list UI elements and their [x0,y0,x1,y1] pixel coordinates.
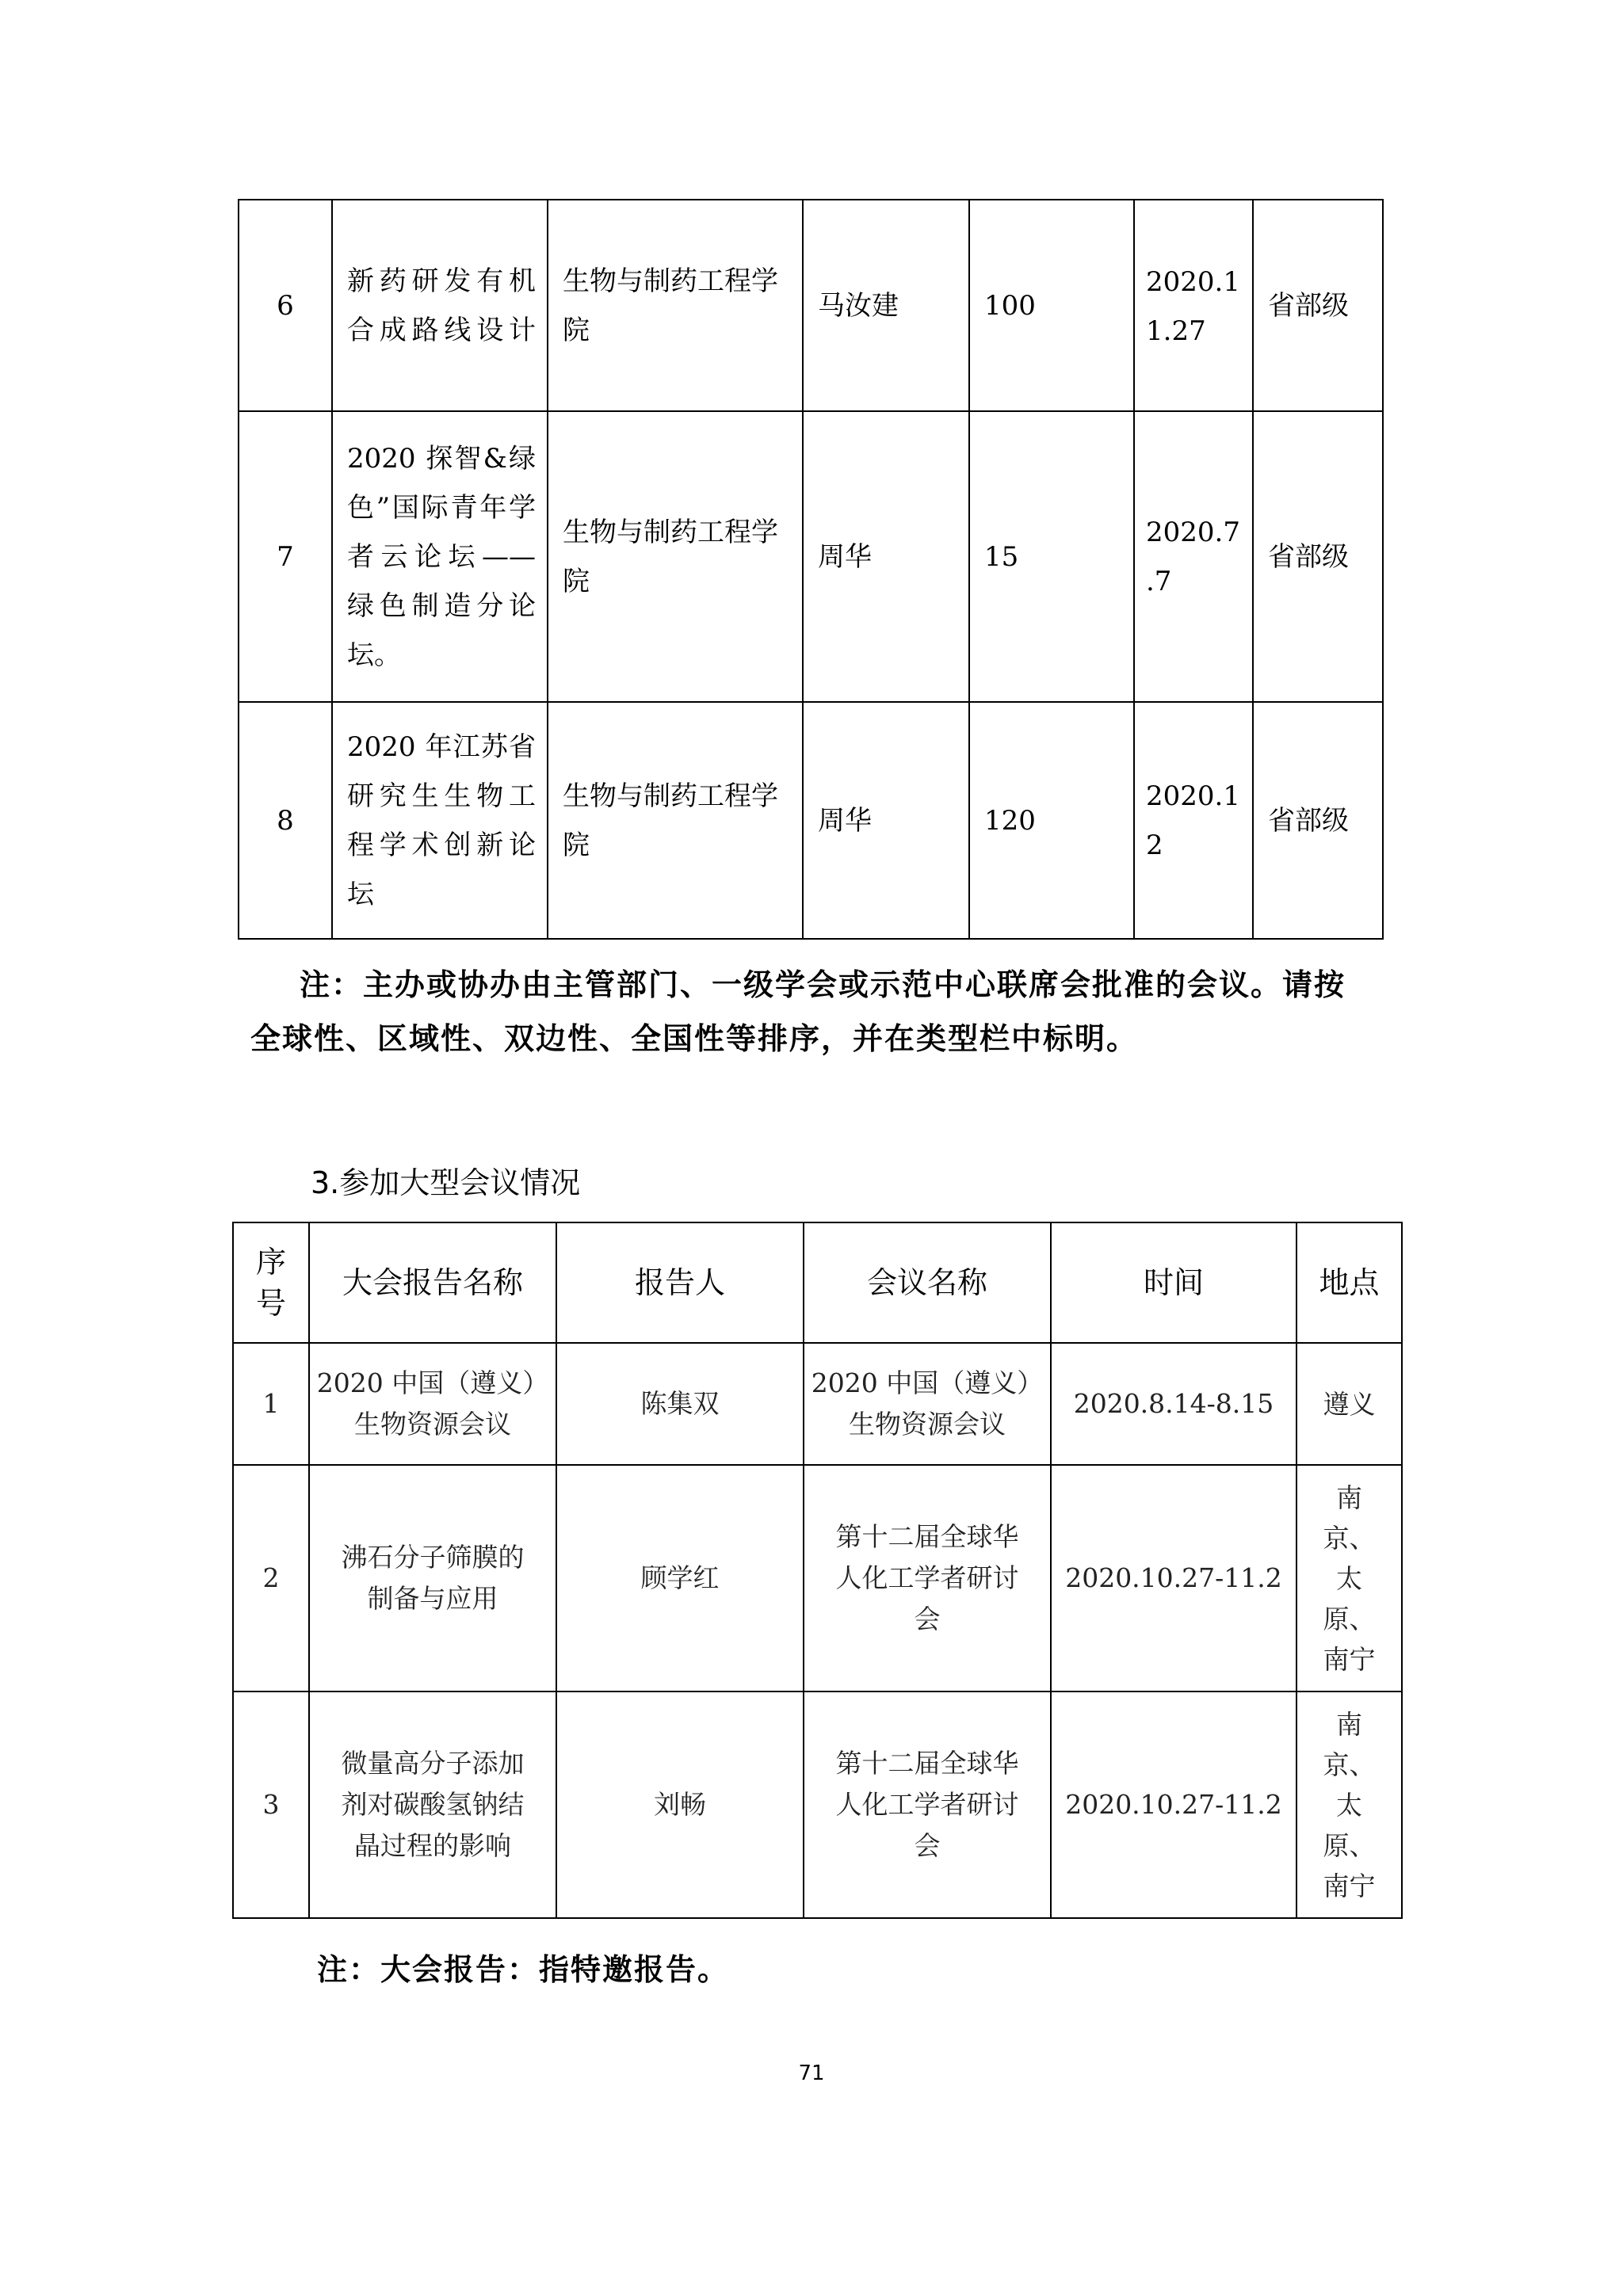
event-name: 2020 年江苏省 研究生生物工 程学术创新论 坛 [332,702,548,939]
meeting-place: 遵义 [1296,1343,1402,1465]
row-number: 8 [239,702,332,939]
event-date: 2020.1 1.27 [1134,200,1253,411]
person-in-charge: 周华 [803,411,969,702]
row-number: 6 [239,200,332,411]
organizer-unit: 生物与制药工程学 院 [548,411,803,702]
col-header-report: 大会报告名称 [309,1222,556,1343]
col-header-meeting: 会议名称 [804,1222,1051,1343]
organizer-unit: 生物与制药工程学 院 [548,200,803,411]
table-header-row [233,1222,1402,1343]
reporter: 陈集双 [556,1343,804,1465]
event-level: 省部级 [1253,200,1383,411]
participant-count: 120 [969,702,1134,939]
table-note-line-1: 注：主办或协办由主管部门、一级学会或示范中心联席会批准的会议。请按 [300,967,1346,1002]
report-title: 微量高分子添加 剂对碳酸氢钠结 晶过程的影响 [309,1691,556,1918]
table-row [239,200,1383,411]
section-title: 3.参加大型会议情况 [311,1165,581,1200]
reporter: 顾学红 [556,1465,804,1691]
col-header-no: 序 号 [233,1222,309,1343]
row-number: 1 [233,1343,309,1465]
col-header-place: 地点 [1296,1222,1402,1343]
activity-table [238,199,1384,940]
participant-count: 100 [969,200,1134,411]
table-row [233,1343,1402,1465]
meeting-time: 2020.10.27-11.2 [1051,1465,1296,1691]
report-title: 沸石分子筛膜的 制备与应用 [309,1465,556,1691]
report-note: 注：大会报告：指特邀报告。 [317,1951,730,1987]
person-in-charge: 马汝建 [803,200,969,411]
meeting-name: 第十二届全球华 人化工学者研讨 会 [804,1465,1051,1691]
reporter: 刘畅 [556,1691,804,1918]
col-header-reporter: 报告人 [556,1222,804,1343]
meeting-name: 第十二届全球华 人化工学者研讨 会 [804,1691,1051,1918]
table-row [239,702,1383,939]
event-date: 2020.1 2 [1134,702,1253,939]
event-level: 省部级 [1253,411,1383,702]
conference-table [232,1222,1403,1919]
organizer-unit: 生物与制药工程学 院 [548,702,803,939]
page-number: 71 [798,2061,825,2085]
report-title: 2020 中国（遵义） 生物资源会议 [309,1343,556,1465]
meeting-place: 南 京、 太 原、 南宁 [1296,1465,1402,1691]
table-row [233,1465,1402,1691]
row-number: 3 [233,1691,309,1918]
person-in-charge: 周华 [803,702,969,939]
event-level: 省部级 [1253,702,1383,939]
event-name: 2020 探智&绿 色”国际青年学 者云论坛—— 绿色制造分论 坛。 [332,411,548,702]
meeting-name: 2020 中国（遵义） 生物资源会议 [804,1343,1051,1465]
event-date: 2020.7 .7 [1134,411,1253,702]
meeting-place: 南 京、 太 原、 南宁 [1296,1691,1402,1918]
participant-count: 15 [969,411,1134,702]
table-row [233,1691,1402,1918]
row-number: 2 [233,1465,309,1691]
table-note-line-2: 全球性、区域性、双边性、全国性等排序，并在类型栏中标明。 [250,1020,1139,1056]
col-header-time: 时间 [1051,1222,1296,1343]
row-number: 7 [239,411,332,702]
event-name: 新药研发有机 合成路线设计 [332,200,548,411]
meeting-time: 2020.8.14-8.15 [1051,1343,1296,1465]
table-row [239,411,1383,702]
meeting-time: 2020.10.27-11.2 [1051,1691,1296,1918]
